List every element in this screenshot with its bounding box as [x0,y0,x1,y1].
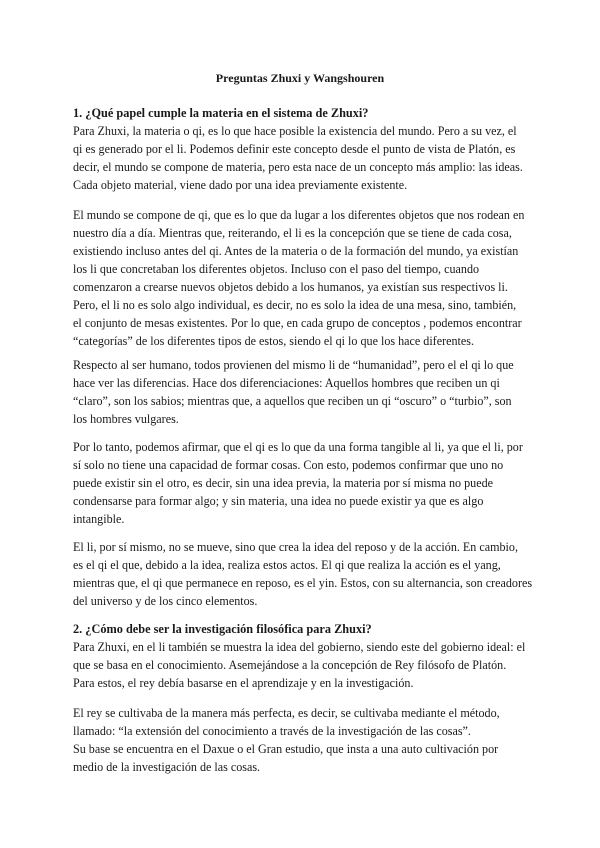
text-line: qi es generado por el li. Podemos definir este concepto desde el punto de vista de Platón, es [73,142,516,156]
text-line: puede existir sin el otro, es decir, sin una idea previa, la materia por sí misma no puede [73,476,493,490]
text-line: condensarse para formar algo; y sin materia, una idea no puede existir ya que es algo [73,494,484,508]
paragraph [73,356,533,428]
section-heading: 2. ¿Cómo debe ser la investigación filosófica para Zhuxi? [73,622,372,636]
text-line: Respecto al ser humano, todos provienen del mismo li de “humanidad”, pero el el qi lo que [73,358,514,372]
paragraph [73,538,533,610]
paragraph [73,438,533,528]
text-line: Su base se encuentra en el Daxue o el Gran estudio, que insta a una auto cultivación por [73,742,499,756]
text-line: intangible. [73,512,125,526]
paragraph [73,206,533,350]
text-line: los li que concretaban los diferentes objetos. Incluso con el paso del tiempo, cuando [73,262,480,276]
section-heading: 1. ¿Qué papel cumple la materia en el sistema de Zhuxi? [73,106,369,120]
text-line: Para Zhuxi, en el li también se muestra la idea del gobierno, siendo este del gobierno ideal: el [73,640,526,654]
text-line: que se basa en el conocimiento. Asemejándose a la concepción de Rey filósofo de Platón. [73,658,507,672]
text-line: Para estos, el rey debía basarse en el aprendizaje y en la investigación. [73,676,414,690]
text-line: sí solo no tiene una capacidad de formar cosas. Con esto, podemos confirmar que uno no [73,458,504,472]
text-line: “claro”, son los sabios; mientras que, a aquellos que reciben un qi “oscuro” o “turbio”, son [73,394,512,408]
text-line: del universo y de los cinco elementos. [73,594,258,608]
document-title: Preguntas Zhuxi y Wangshouren [215,71,385,85]
text-line: hace ver las diferencias. Hace dos diferenciaciones: Aquellos hombres que reciben un qi [73,376,500,390]
text-line: El mundo se compone de qi, que es lo que da lugar a los diferentes objetos que nos rodean en [73,208,525,222]
text-line: El li, por sí mismo, no se mueve, sino que crea la idea del reposo y de la acción. En cambio, [73,540,518,554]
text-line: nuestro día a día. Mientras que, reiterando, el li es la concepción que se tiene de cada cosa, [73,226,512,240]
text-line: decir, el mundo se compone de materia, pero esta nace de un concepto más amplio: las ideas. [73,160,523,174]
text-line: Para Zhuxi, la materia o qi, es lo que hace posible la existencia del mundo. Pero a su vez, el [73,124,517,138]
text-line: Por lo tanto, podemos afirmar, que el qi es lo que da una forma tangible al li, ya que el li, por [73,440,523,454]
text-line: existiendo incluso antes del qi. Antes de la materia o de la formación del mundo, ya existían [73,244,519,258]
section-1 [73,104,533,194]
text-line: llamado: “la extensión del conocimiento a través de la investigación de las cosas”. [73,724,471,738]
text-line: “categorías” de los diferentes tipos de estos, siendo el qi lo que los hace diferentes. [73,334,474,348]
text-line: El rey se cultivaba de la manera más perfecta, es decir, se cultivaba mediante el método, [73,706,500,720]
text-line: el conjunto de mesas existentes. Por lo que, en cada grupo de conceptos , podemos encontrar [73,316,522,330]
paragraph [73,704,533,776]
text-line: Pero, el li no es solo algo individual, es decir, no es solo la idea de una mesa, sino, también, [73,298,517,312]
text-line: comenzaron a crearse nuevos objetos debido a los humanos, ya existían sus respectivos li. [73,280,508,294]
text-line: es el qi el que, debido a la idea, realiza estos actos. El qi que realiza la acción es el yang, [73,558,501,572]
text-line: los hombres vulgares. [73,412,179,426]
section-2 [73,620,533,692]
text-line: mientras que, el qi que permanece en reposo, es el yin. Estos, con su alternancia, son creadores [73,576,533,590]
text-line: Cada objeto material, viene dado por una idea previamente existente. [73,178,408,192]
text-line: medio de la investigación de las cosas. [73,760,261,774]
